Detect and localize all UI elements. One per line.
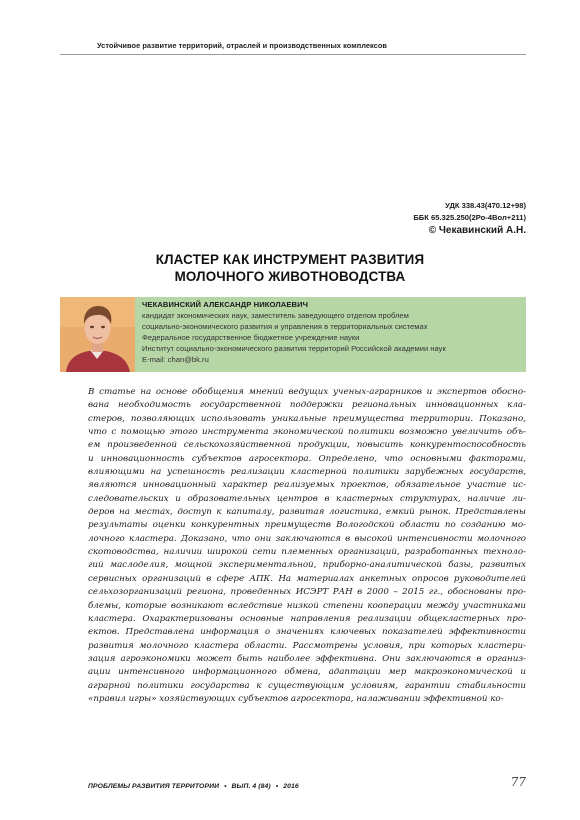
abstract-line: результаты оценки конкурентных преимуществ Вологодской области по созданию мо- bbox=[88, 520, 526, 531]
abstract-line: блемы, которые возникают вследствие низкой степени кооперации между участниками bbox=[88, 600, 526, 611]
article-title bbox=[80, 251, 500, 285]
author-position: социально-экономического развития и управления в территориальных системах bbox=[142, 322, 428, 332]
journal-name: ПРОБЛЕМЫ РАЗВИТИЯ ТЕРРИТОРИИ bbox=[88, 783, 220, 790]
abstract-line: гий маслоделия, мощной экспериментальной, приборно-аналитической базы, развитых bbox=[88, 560, 526, 571]
portrait-image bbox=[60, 297, 135, 372]
bbk-code: ББК 65.325.250(2Ро-4Вол+211) bbox=[413, 212, 526, 222]
author-institution: Институт социально-экономического развития территорий Российской академии наук bbox=[142, 344, 446, 354]
abstract-line: вана необходимость государственной поддержки региональных инновационных кла- bbox=[88, 400, 526, 411]
author-name: ЧЕКАВИНСКИЙ АЛЕКСАНДР НИКОЛАЕВИЧ bbox=[142, 300, 309, 309]
abstract-line: ектов. Представлена информация о значениях ключевых показателей эффективности bbox=[88, 627, 526, 638]
header-divider bbox=[60, 54, 526, 55]
abstract-line: зация агроэкономики может быть наиболее эффективна. Они заключаются в организ- bbox=[88, 653, 526, 664]
author-degree: кандидат экономических наук, заместитель заведующего отделом проблем bbox=[142, 311, 409, 321]
issue-year: 2016 bbox=[283, 783, 299, 790]
footer-separator: • bbox=[275, 783, 279, 790]
author-institution-type: Федеральное государственное бюджетное учреждение науки bbox=[142, 333, 360, 343]
classification-codes bbox=[413, 200, 526, 238]
footer-separator: • bbox=[224, 783, 227, 790]
abstract-line: деров на местах, доступ к капиталу, развитая логистика, емкий рынок. Представлены bbox=[88, 507, 526, 518]
abstract-line: «правил игры» хозяйствующих субъектов агросектора, налаживании эффективной ко- bbox=[88, 693, 504, 704]
abstract-line: ем произведенной сельскохозяйственной продукции, повысить конкурентоспособность bbox=[88, 440, 526, 451]
abstract-line: аграрной политики государства к существующим условиям, гарантии стабильности bbox=[88, 680, 526, 691]
abstract-line: являются инновационный характер реализуемых проектов, обязательное участие ис- bbox=[88, 480, 526, 491]
running-head: Устойчивое развитие территорий, отраслей и производственных комплексов bbox=[97, 41, 387, 50]
copyright-line: © Чекавинский А.Н. bbox=[428, 225, 526, 236]
abstract-line: стеров, позволяющих использовать уникальные преимущества территории. Показано, bbox=[88, 413, 526, 424]
abstract-line: кластера. Охарактеризованы основные направления реализации общекластерных про- bbox=[88, 613, 526, 624]
abstract-line: сельхозорганизаций региона, проведенных ИСЭРТ РАН в 2000 – 2015 гг., обоснованы про- bbox=[88, 587, 526, 598]
abstract-line: следовательских и образовательных центров в кластерных структурах, наличие ли- bbox=[88, 493, 526, 504]
abstract-line: влияющими на успешность реализации кластерной политики зарубежных государств, bbox=[88, 467, 526, 478]
author-photo bbox=[60, 297, 135, 372]
page-footer bbox=[88, 783, 299, 790]
author-email: E-mail: chan@bk.ru bbox=[142, 355, 209, 365]
abstract-line: что с помощью этого инструмента экономической политики возможно увеличить объ- bbox=[88, 427, 526, 438]
title-line-2: МОЛОЧНОГО ЖИВОТНОВОДСТВА bbox=[174, 269, 406, 284]
abstract-line: В статье на основе обобщения мнений ведущих ученых-аграрников и экспертов обосно- bbox=[88, 387, 526, 397]
title-line-1: КЛАСТЕР КАК ИНСТРУМЕНТ РАЗВИТИЯ bbox=[155, 252, 425, 267]
abstract bbox=[88, 386, 526, 706]
abstract-line: развития молочного кластера области. Рассмотрены условия, при которых кластери- bbox=[88, 640, 526, 651]
issue-number: ВЫП. 4 (84) bbox=[231, 783, 271, 790]
author-band bbox=[60, 297, 526, 372]
page-number: 77 bbox=[510, 775, 526, 789]
udk-code: УДК 338.43(470.12+98) bbox=[445, 201, 526, 210]
abstract-line: лочного кластера. Доказано, что они заключаются в высокой интенсивности молочного bbox=[88, 533, 526, 544]
abstract-line: ации интенсивного информационного обмена, адаптации мер макроэкономической и bbox=[88, 667, 526, 678]
author-info bbox=[135, 297, 526, 372]
abstract-line: и инновационность субъектов агросектора. Определено, что основными факторами, bbox=[88, 453, 526, 464]
abstract-line: сервисных организаций в сфере АПК. На материалах анкетных опросов руководителей bbox=[88, 573, 526, 584]
abstract-line: скотоводства, наличии широкой сети племенных организаций, разработанных техноло- bbox=[88, 547, 526, 558]
